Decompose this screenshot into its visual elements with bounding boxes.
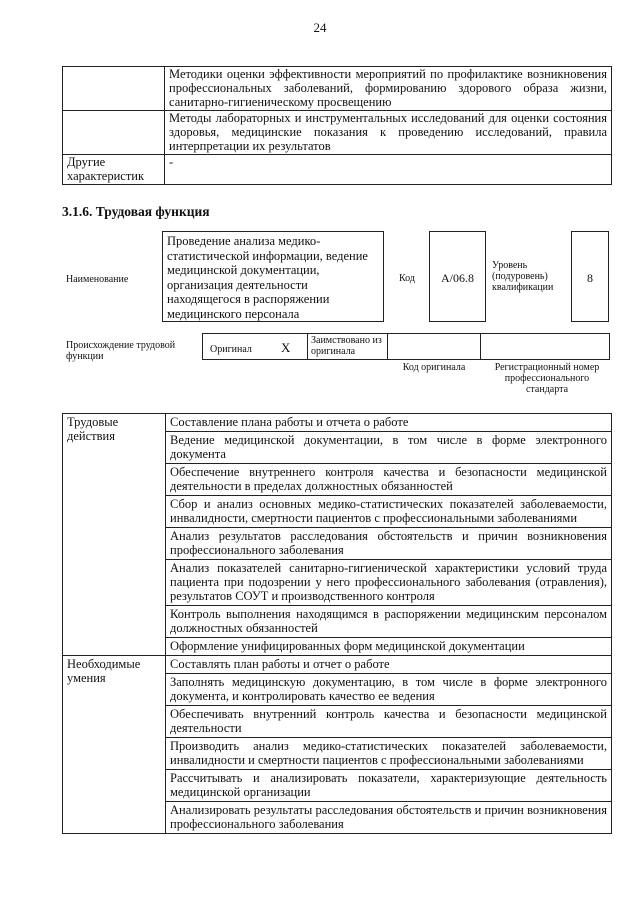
list-item: Анализ результатов расследования обстоятельств и причин возникновения профессионального заболевания <box>166 528 612 560</box>
table-cell-label <box>63 67 165 111</box>
table-cell-text: Методы лабораторных и инструментальных исследований для оценки состояния здоровья, медицинские показания к проведению исследований, правила интерпретации их результатов <box>165 111 612 155</box>
list-item: Рассчитывать и анализировать показатели, характеризующие деятельность медицинской организации <box>166 770 612 802</box>
list-item: Анализировать результаты расследования обстоятельств и причин возникновения профессионального заболевания <box>166 802 612 834</box>
group-label: Трудовые действия <box>63 414 166 656</box>
list-item: Составление плана работы и отчета о работе <box>166 414 612 432</box>
list-item: Контроль выполнения находящимся в распоряжении медицинским персоналом должностных обязанностей <box>166 606 612 638</box>
list-item: Обеспечение внутреннего контроля качества и безопасности медицинской деятельности в пределах должностных обязанностей <box>166 464 612 496</box>
original-label: Оригинал <box>210 344 252 355</box>
table-cell-text: - <box>165 155 612 185</box>
level-label: Уровень (подуровень) квалификации <box>492 260 554 293</box>
section-title: 3.1.6. Трудовая функция <box>62 204 210 219</box>
list-item: Сбор и анализ основных медико-статистических показателей заболеваемости, инвалидности, смертности пациентов с профессиональными заболеваниями <box>166 496 612 528</box>
list-item: Заполнять медицинскую документацию, в том числе в форме электронного документа, и контролировать качество ее ведения <box>166 674 612 706</box>
level-value: 8 <box>587 271 593 285</box>
code-original-caption: Код оригинала <box>402 362 466 373</box>
origin-divider-1 <box>307 333 308 360</box>
page-number: 24 <box>313 20 327 35</box>
list-item: Производить анализ медико-статистических показателей заболеваемости, инвалидности и смертности пациентов с профессиональными заболеваниями <box>166 738 612 770</box>
table-cell-text: Методики оценки эффективности мероприятий по профилактике возникновения профессиональных заболеваний, формированию здорового образа жизни, санитарно-гигиеническому просвещению <box>165 67 612 111</box>
table-row <box>63 111 612 155</box>
group-label: Необходимые умения <box>63 656 166 834</box>
list-item: Обеспечивать внутренний контроль качества и безопасности медицинской деятельности <box>166 706 612 738</box>
origin-divider-3 <box>480 333 481 360</box>
name-label: Наименование <box>66 274 129 285</box>
top-table <box>62 66 612 185</box>
table-row <box>63 155 612 185</box>
table-cell-label: Другие характеристик <box>63 155 165 185</box>
origin-row-box <box>202 333 610 360</box>
reg-number-caption: Регистрационный номер профессионального стандарта <box>494 362 600 395</box>
origin-label: Происхождение трудовой функции <box>66 340 176 362</box>
code-label: Код <box>399 273 415 284</box>
table-cell-label <box>63 111 165 155</box>
list-item: Оформление унифицированных форм медицинской документации <box>166 638 612 656</box>
list-item: Анализ показателей санитарно-гигиенической характеристики условий труда пациента при подозрении у него профессионального заболевания (отравления), результатов СОУТ и производственного контроля <box>166 560 612 606</box>
main-table <box>62 413 612 834</box>
list-item: Ведение медицинской документации, в том числе в форме электронного документа <box>166 432 612 464</box>
table-row <box>63 656 612 674</box>
name-value: Проведение анализа медико-статистической информации, ведение медицинской документации, организация деятельности находящегося в распоряжении медицинского персонала <box>167 234 368 321</box>
list-item: Составлять план работы и отчет о работе <box>166 656 612 674</box>
borrowed-label: Заимствовано из оригинала <box>311 335 382 357</box>
table-row <box>63 414 612 432</box>
original-mark: X <box>281 340 291 355</box>
table-row <box>63 67 612 111</box>
origin-divider-2 <box>387 333 388 360</box>
code-value: A/06.8 <box>441 271 474 285</box>
